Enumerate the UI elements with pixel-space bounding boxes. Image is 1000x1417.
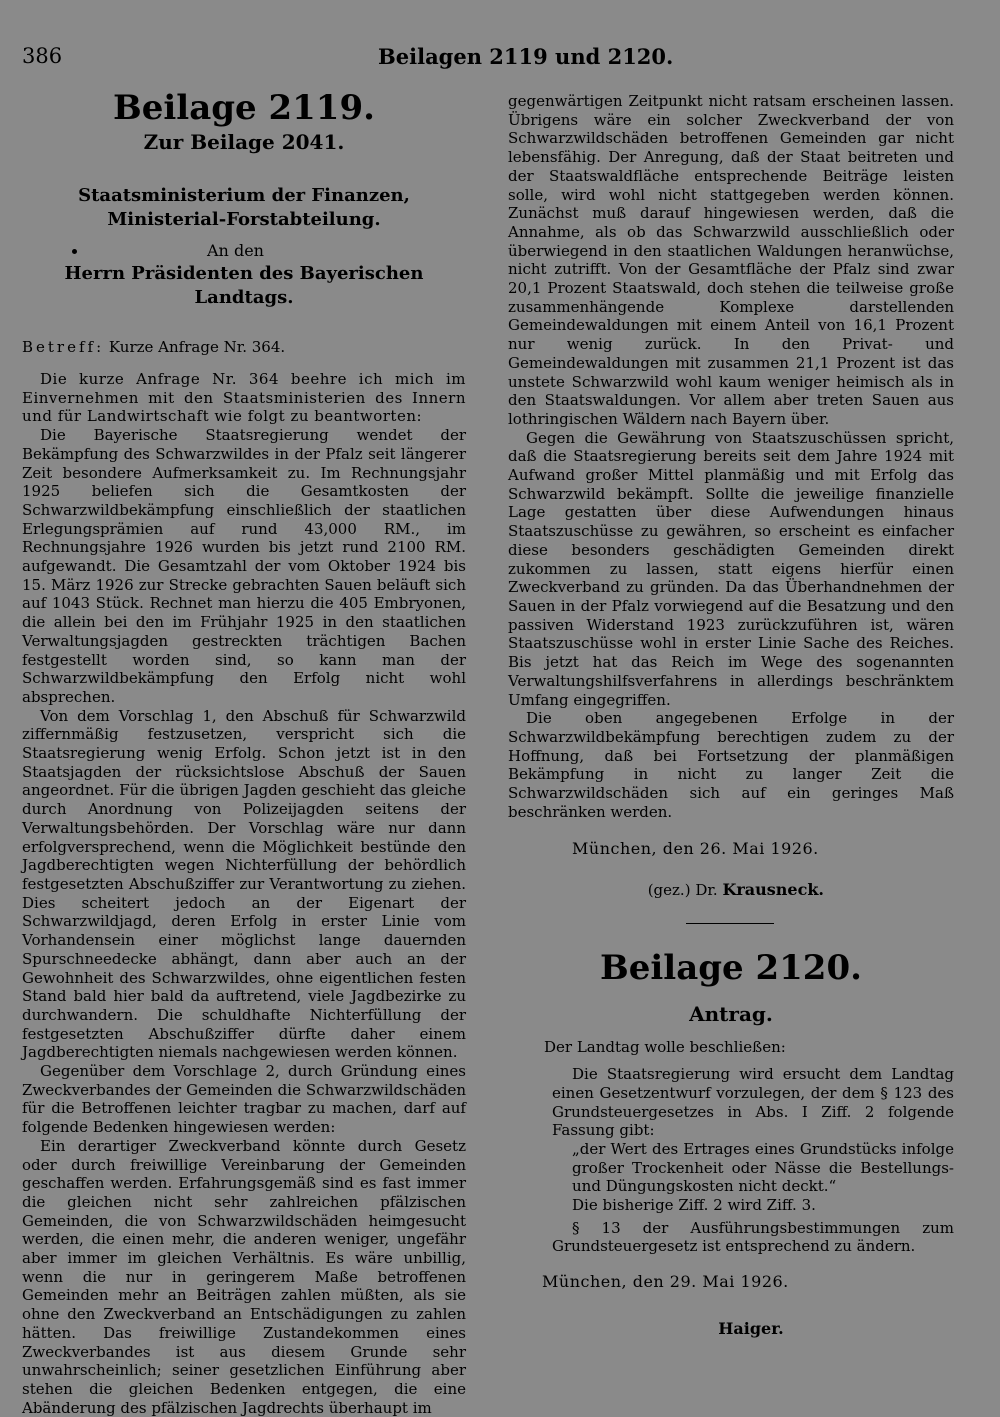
antrag-intro: Der Landtag wolle beschließen:	[544, 1038, 786, 1057]
beilage-2119-subtitle: Zur Beilage 2041.	[143, 130, 345, 154]
left-column	[22, 88, 466, 1417]
paragraph: Ein derartiger Zweckverband könnte durch Gesetz oder durch freiwillige Vereinbarung der Gemeinden geschaffen werden. Erfahrungsgemäß sind es fast immer die gleichen nicht sehr zahlreichen pfälzischen Gemeinden, die von Schwarzwildschäden heimgesucht werden, die einen mehr, die anderen weniger, ungefähr aber immer im gleichen Verhältnis. Es wäre unbillig, wenn die nur in geringerem Maße betroffenen Gemeinden mehr an Beiträgen zahlen müßten, als sie ohne den Zweckverband an Entschädigungen zu zahlen hätten. Das freiwillige Zustandekommen eines Zweckverbandes ist aus diesem Grunde sehr unwahrscheinlich; seiner gesetzlichen Einführung aber stehen die gleichen Bedenken entgegen, die eine Abänderung des pfälzischen Jagdrechts überhaupt im	[22, 1136, 466, 1417]
paragraph: Gegen die Gewährung von Staatszuschüssen spricht, daß die Staatsregierung bereits seit dem Jahre 1924 mit Aufwand großer Mittel planmäßig und mit Erfolg das Schwarzwild bekämpft. Sollte die jeweilige finanzielle Lage gestatten über diese Aufwendungen hinaus Staatszuschüsse zu gewähren, so erscheint es einfacher diese besonders geschädigten Gemeinden direkt zukommen zu lassen, statt eigens hierfür einen Zweckverband zu gründen. Da das Überhandnehmen der Sauen in der Pfalz vorwiegend auf die Besatzung und den passiven Widerstand 1923 zurückzuführen ist, wären Staatszuschüsse wohl in erster Linie Sache des Reiches. Bis jetzt hat das Reich im Wege des sogenannten Verwaltungshilfsverfahrens in allerdings beschränktem Umfang eingegriffen.	[508, 428, 954, 709]
place-date-2120: München, den 29. Mai 1926.	[542, 1272, 789, 1292]
betreff-line	[22, 338, 466, 356]
paragraph: Die Bayerische Staatsregierung wendet der Bekämpfung des Schwarzwildes in der Pfalz seit längerer Zeit besondere Aufmerksamkeit zu. Im Rechnungsjahr 1925 beliefen sich die Gesamtkosten der Schwarzwildbekämpfung einschließlich der staatlichen Erlegungsprämien auf rund 43,000 RM., im Rechnungsjahre 1926 wurden bis jetzt rund 2100 RM. aufgewandt. Die Gesamtzahl der vom Oktober 1924 bis 15. März 1926 zur Strecke gebrachten Sauen beläuft sich auf 1043 Stück. Rechnet man hierzu die 405 Embryonen, die allein bei den im Frühjahr 1925 in den staatlichen Verwaltungsjagden gestreckten trächtigen Bachen festgestellt worden sind, so kann man der Schwarzwildbekämpfung den Erfolg nicht wohl absprechen.	[22, 426, 466, 706]
addressee: Herrn Präsidenten des Bayerischen Landtags.	[64, 263, 424, 308]
paragraph: Die kurze Anfrage Nr. 364 beehre ich mich im Einvernehmen mit den Staatsministerien des Innern und für Landwirtschaft wie folgt zu beantworten:	[22, 370, 466, 426]
signature-2120: Haiger.	[718, 1319, 784, 1339]
betreff-text: Kurze Anfrage Nr. 364.	[108, 338, 286, 356]
dot-mark	[72, 249, 77, 254]
page-number: 386	[22, 44, 63, 68]
antrag-body-2: Die bisherige Ziff. 2 wird Ziff. 3.	[572, 1196, 816, 1215]
running-title: Beilagen 2119 und 2120.	[378, 44, 674, 69]
paragraph: Die oben angegebenen Erfolge in der Schwarzwildbekämpfung berechtigen zudem zu der Hoffnung, daß bei Fortsetzung der planmäßigen Bekämpfung in nicht zu langer Zeit die Schwarzwildschäden sich auf ein geringes Maß beschränken werden.	[508, 709, 954, 821]
antrag-body-3: § 13 der Ausführungsbestimmungen zum Grundsteuergesetz ist entsprechend zu ändern.	[552, 1218, 954, 1256]
ministry-line-1: Staatsministerium der Finanzen,	[78, 185, 410, 206]
paragraph: gegenwärtigen Zeitpunkt nicht ratsam erscheinen lassen. Übrigens wäre ein solcher Zweckverband der von Schwarzwildschäden betroffenen Gemeinden gar nicht lebensfähig. Der Anregung, daß der Staat beitreten und der Staatswaldfläche entsprechende Beiträge leisten solle, wird wohl nicht stattgegeben werden können. Zunächst muß darauf hingewiesen werden, daß die Annahme, als ob das Schwarzwild ausschließlich oder überwiegend in den staatlichen Waldungen heranwüchse, nicht zutrifft. Von der Gesamtfläche der Pfalz sind zwar 20,1 Prozent Staatswald, doch stehen die teilweise große zusammenhängende Komplexe darstellenden Gemeindewaldungen mit einem Anteil von 16,1 Prozent nur wenig zurück. In den Privat- und Gemeindewaldungen mit zusammen 21,1 Prozent ist das unstete Schwarzwild wohl kaum weniger heimisch als in den Staatswaldungen. Vor allem aber treten Sauen aus lothringischen Wäldern nach Bayern über.	[508, 92, 954, 428]
signature-2119: (gez.) Dr. Krausneck.	[647, 880, 824, 900]
beilage-2120-title: Beilage 2120.	[600, 948, 862, 989]
beilage-2119-title: Beilage 2119.	[113, 88, 375, 128]
antrag-quote: „der Wert des Ertrages eines Grundstücks infolge großer Trockenheit oder Nässe die Bestellungs- und Düngungskosten nicht deckt.“	[572, 1139, 954, 1196]
paragraph: Gegenüber dem Vorschlage 2, durch Gründung eines Zweckverbandes der Gemeinden die Schwarzwildschäden für die Betroffenen leichter tragbar zu machen, darf auf folgende Bedenken hingewiesen werden:	[22, 1062, 466, 1137]
antrag-heading: Antrag.	[689, 1002, 773, 1027]
an-den: An den	[72, 240, 466, 262]
place-date-2119: München, den 26. Mai 1926.	[572, 839, 819, 859]
right-column	[508, 92, 954, 1338]
ministry-line-2: Ministerial-Forstabteilung.	[107, 209, 381, 230]
paragraph: Von dem Vorschlag 1, den Abschuß für Schwarzwild ziffernmäßig festzusetzen, verspricht sich die Staatsregierung wenig Erfolg. Schon jetzt ist in den Staatsjagden der rücksichtslose Abschuß der Sauen angeordnet. Für die übrigen Jagden geschieht das gleiche durch Anordnung von Polizeijagden seitens der Verwaltungsbehörden. Der Vorschlag wäre nur dann erfolgversprechend, wenn die Möglichkeit bestünde den Jagdberechtigten wegen Nichterfüllung der behördlich festgesetzten Abschußziffer zur Verantwortung zu ziehen. Dies scheitert jedoch an der Eigenart der Schwarzwildjagd, deren Erfolg in erster Linie vom Vorhandensein einer möglichst lange dauernden Spurschneedecke abhängt, dann aber auch an der Gewohnheit des Schwarzwildes, ohne eigentlichen festen Stand bald hier bald da auftretend, viele Jagdbezirke zu durchwandern. Die schuldhafte Nichterfüllung der festgesetzten Abschußziffer dürfte daher einem Jagdberechtigten niemals nachgewiesen werden können.	[22, 706, 466, 1062]
betreff-label: Betreff:	[22, 338, 105, 356]
antrag-body-1: Die Staatsregierung wird ersucht dem Landtag einen Gesetzentwurf vorzulegen, der dem § 123 des Grundsteuergesetzes in Abs. I Ziff. 2 folgende Fassung gibt:	[552, 1065, 954, 1140]
